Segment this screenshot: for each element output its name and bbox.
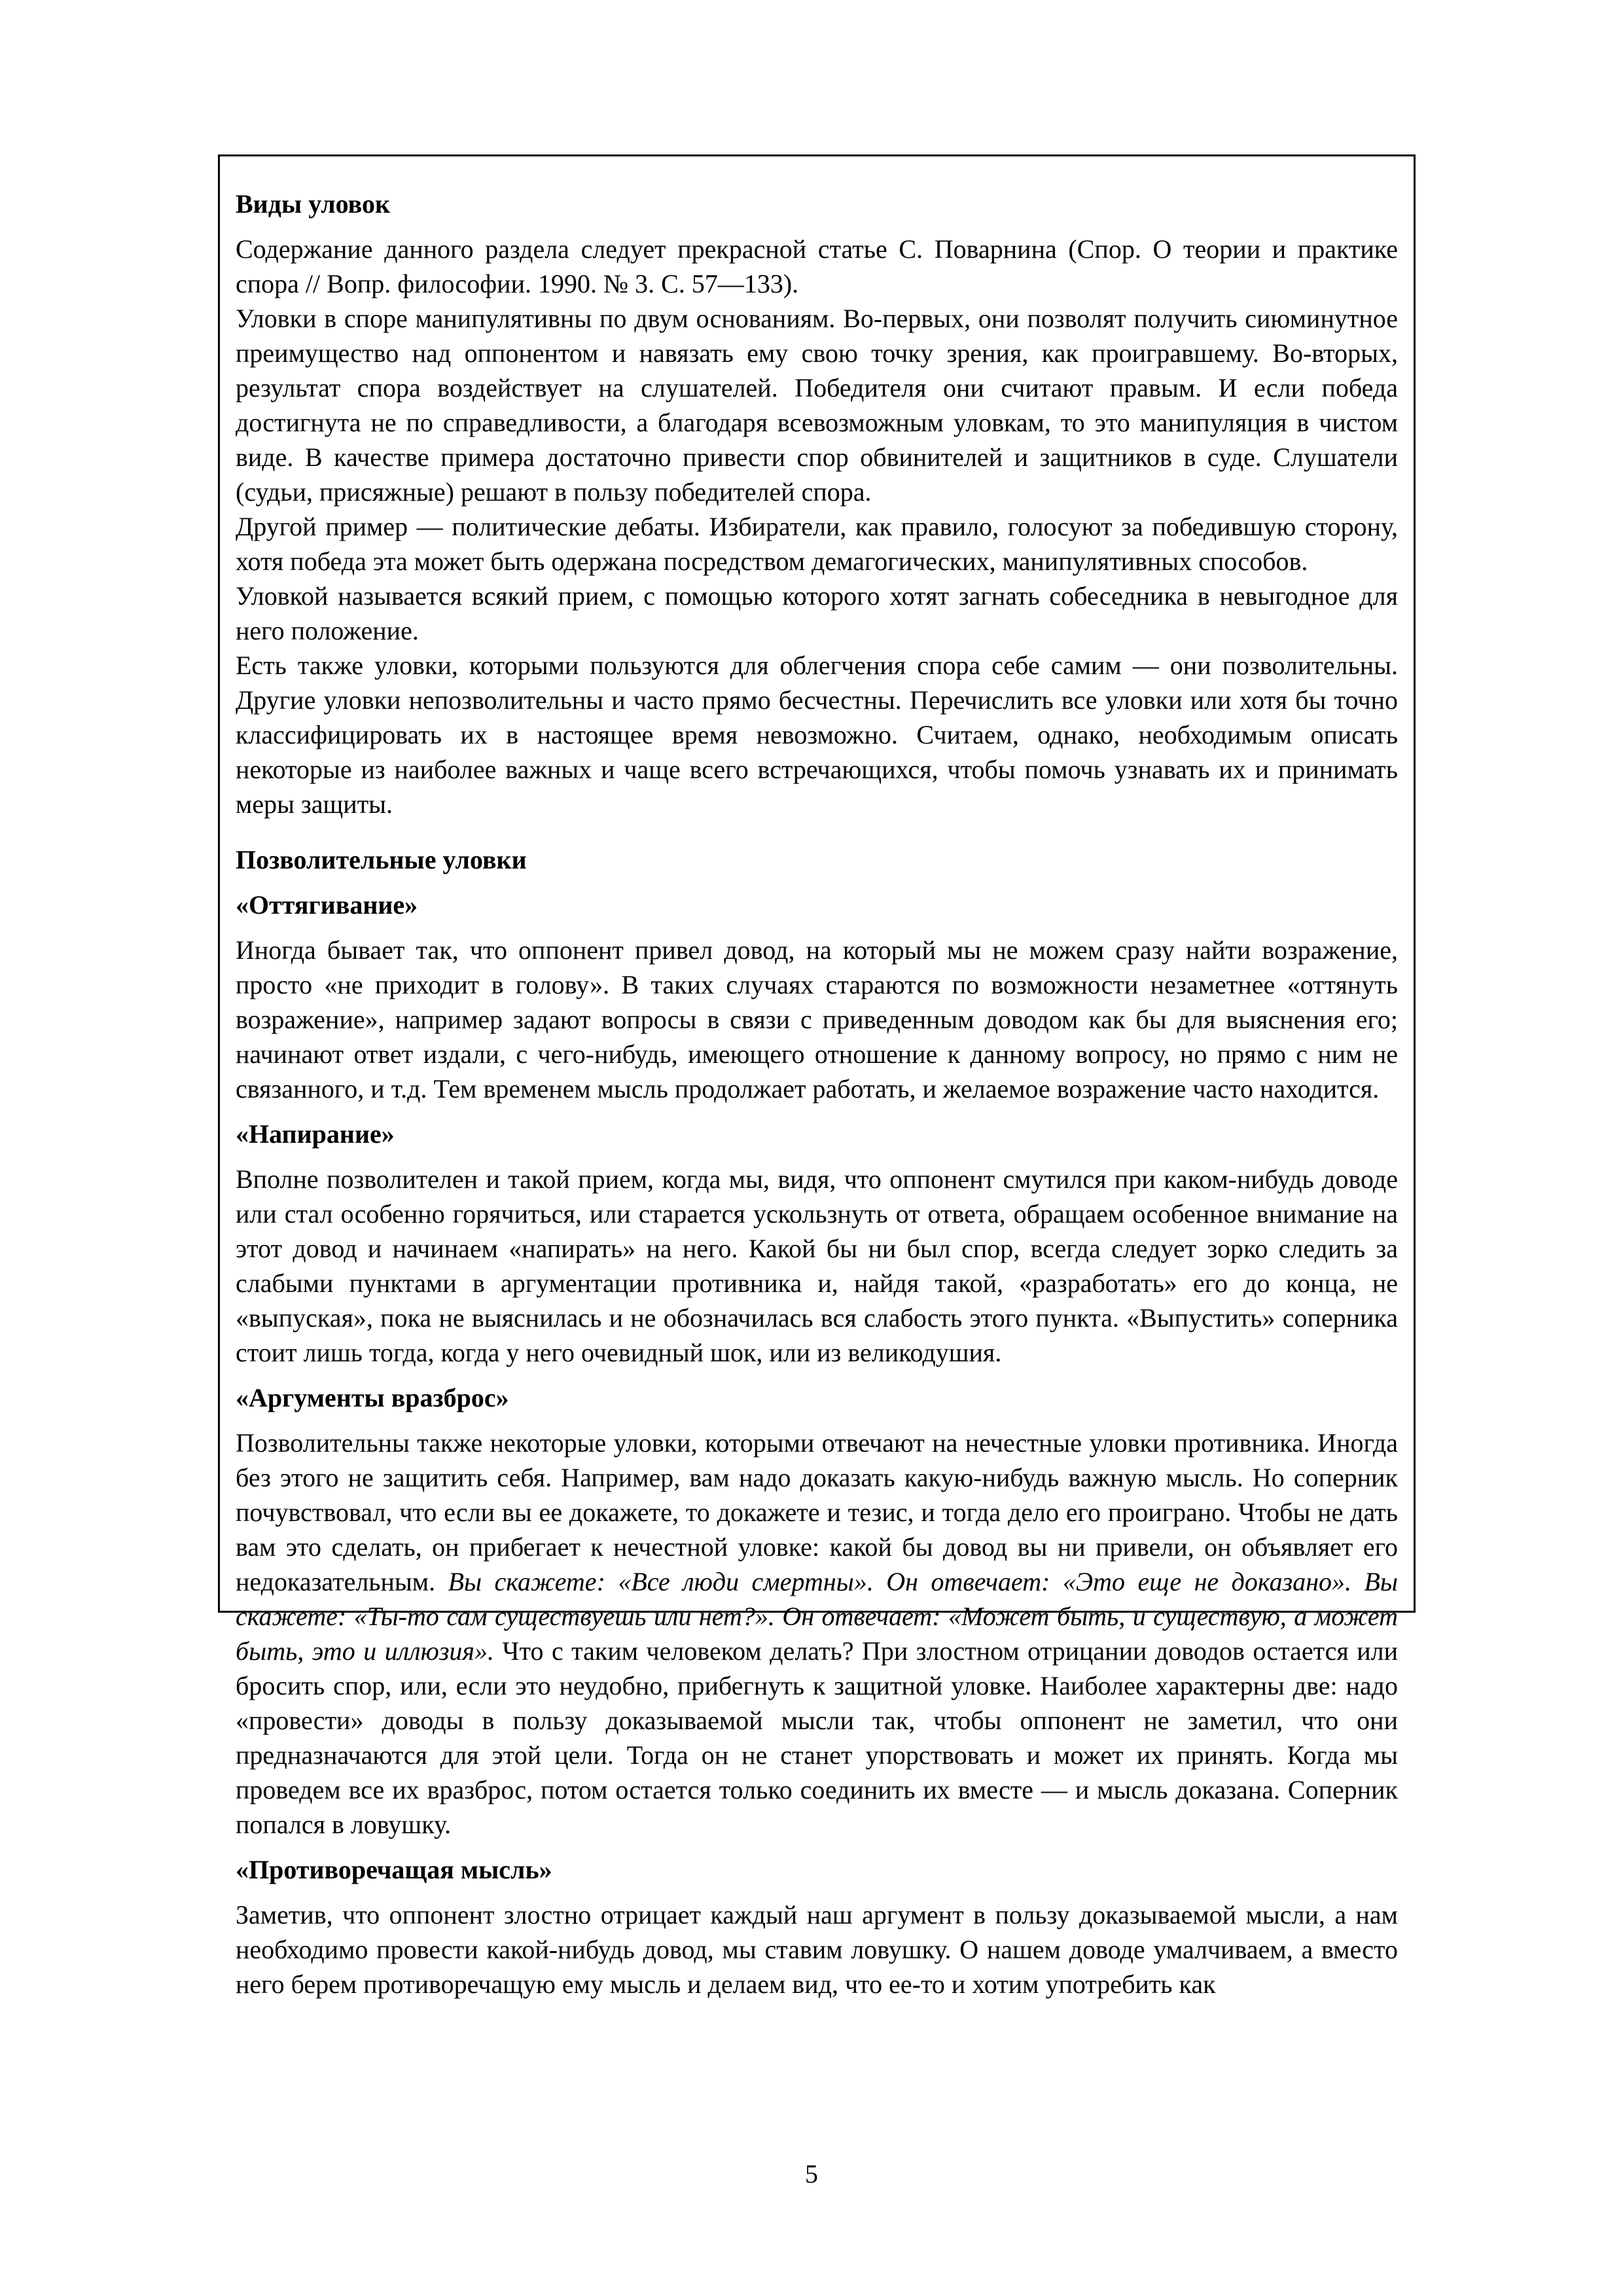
subsection-title-scatter: «Аргументы вразброс» <box>236 1383 509 1412</box>
scatter-paragraph <box>236 1426 1398 1842</box>
subsection-title-press: «Напирание» <box>236 1119 395 1149</box>
intro-paragraph-3: Другой пример — политические дебаты. Избиратели, как правило, голосуют за победившую сторону, хотя победа эта может быть одержана посредством демагогических, манипулятивных способов. <box>236 512 1398 576</box>
subsection-title-delay: «Оттягивание» <box>236 890 418 920</box>
scatter-text-italic: Вы скажете: «Все люди смертны». Он отвечает: «Это еще не доказано». Вы скажете: «Ты-то сам существуешь или нет?». Он отвечает: «Может быть, и существую, а может быть, это и иллюзия». <box>236 1567 1399 1666</box>
content-frame <box>218 154 1416 1999</box>
subsection-title-contra: «Противоречащая мысль» <box>236 1855 552 1884</box>
scatter-text-b: Что с таким человеком делать? При злостном отрицании доводов остается или бросить спор, или, если это неудобно, прибегнуть к защитной уловке. Наиболее характерны две: надо «провести» доводы в пользу доказываемой мысли так, чтобы оппонент не заметил, что они предназначаются для этой цели. Тогда он не станет упорствовать и может их принять. Когда мы проведем все их вразброс, потом остается только соединить их вместе — и мысль доказана. Соперник попался в ловушку. <box>236 1636 1399 1839</box>
intro-paragraph-1: Содержание данного раздела следует прекрасной статье С. Поварнина (Спор. О теории и практике спора // Вопр. философии. 1990. № 3. С. 57—133). <box>236 234 1398 298</box>
section-title-allowed: Позволительные уловки <box>236 845 527 874</box>
delay-paragraph: Иногда бывает так, что оппонент привел довод, на который мы не можем сразу найти возражение, просто «не приходит в голову». В таких случаях стараются по возможности незаметнее «оттянуть возражение», например задают вопросы в связи с приведенным доводом как бы для выяснения его; начинают ответ издали, с чего-нибудь, имеющего отношение к данному вопросу, но прямо с ним не связанного, и т.д. Тем временем мысль продолжает работать, и желаемое возражение часто находится. <box>236 935 1398 1103</box>
intro-paragraph-4: Уловкой называется всякий прием, с помощью которого хотят загнать собеседника в невыгодное для него положение. <box>236 581 1398 645</box>
scatter-text-a: Позволительны также некоторые уловки, которыми отвечают на нечестные уловки противника. Иногда без этого не защитить себя. Например, вам надо доказать какую-нибудь важную мысль. Но соперник почувствовал, что если вы ее докажете, то докажете и тезис, и тогда дело его проиграно. Чтобы не дать вам это сделать, он прибегает к нечестной уловке: какой бы довод вы ни привели, он объявляет его недоказательным. <box>236 1428 1398 1596</box>
contra-paragraph: Заметив, что оппонент злостно отрицает каждый наш аргумент в пользу доказываемой мысли, а нам необходимо провести какой-нибудь довод, мы ставим ловушку. О нашем доводе умалчиваем, а вместо него берем противоречащую ему мысль и делаем вид, что ее-то и хотим употребить как <box>236 1900 1398 1999</box>
page-number: 5 <box>805 2159 818 2189</box>
section-title-vidy: Виды уловок <box>236 189 391 219</box>
intro-paragraph-5: Есть также уловки, которыми пользуются для облегчения спора себе самим — они позволительны. Другие уловки непозволительны и часто прямо бесчестны. Перечислить все уловки или хотя бы точно классифицировать их в настоящее время невозможно. Считаем, однако, необходимым описать некоторые из наиболее важных и чаще всего встречающихся, чтобы помочь узнавать их и принимать меры защиты. <box>236 651 1398 819</box>
press-paragraph: Вполне позволителен и такой прием, когда мы, видя, что оппонент смутился при каком-нибудь доводе или стал особенно горячиться, или старается ускользнуть от ответа, обращаем особенное внимание на этот довод и начинаем «напирать» на него. Какой бы ни был спор, всегда следует зорко следить за слабыми пунктами в аргументации противника и, найдя такой, «разработать» его до конца, не «выпуская», пока не выяснилась и не обозначилась вся слабость этого пункта. «Выпустить» соперника стоит лишь тогда, когда у него очевидный шок, или из великодушия. <box>236 1164 1398 1367</box>
intro-paragraph-2: Уловки в споре манипулятивны по двум основаниям. Во-первых, они позволят получить сиюминутное преимущество над оппонентом и навязать ему свою точку зрения, как проигравшему. Во-вторых, результат спора воздействует на слушателей. Победителя они считают правым. И если победа достигнута не по справедливости, а благодаря всевозможным уловкам, то это манипуляция в чистом виде. В качестве примера достаточно привести спор обвинителей и защитников в суде. Слушатели (судьи, присяжные) решают в пользу победителей спора. <box>236 304 1398 507</box>
page-content <box>236 187 1398 2001</box>
